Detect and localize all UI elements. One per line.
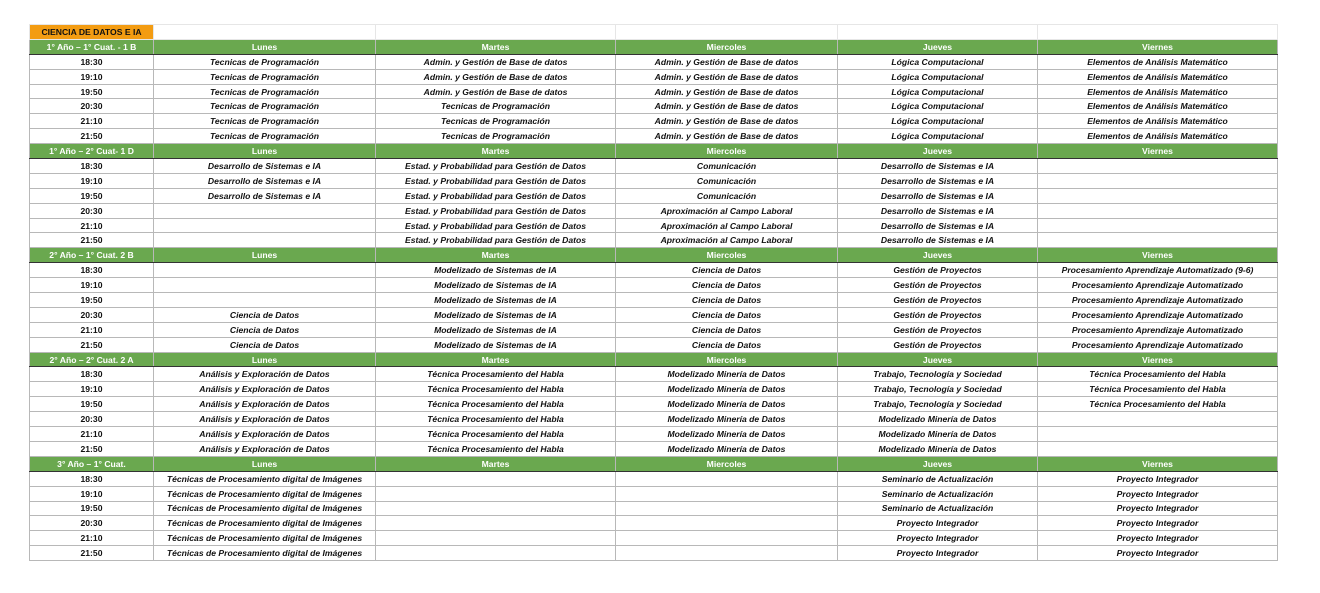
- class-cell: [376, 501, 616, 516]
- schedule-row: [30, 382, 1278, 397]
- section-header-row: [30, 456, 1278, 471]
- day-header: Lunes: [154, 352, 376, 367]
- day-header: Miercoles: [616, 352, 838, 367]
- sheet-title: CIENCIA DE DATOS E IA: [30, 25, 154, 40]
- time-cell: 21:10: [30, 322, 154, 337]
- section-label: 2° Año – 2° Cuat. 2 A: [30, 352, 154, 367]
- class-cell: Análisis y Exploración de Datos: [154, 441, 376, 456]
- time-cell: 20:30: [30, 203, 154, 218]
- class-cell: Tecnicas de Programación: [376, 99, 616, 114]
- class-cell: Desarrollo de Sistemas e IA: [838, 233, 1038, 248]
- class-cell: Técnica Procesamiento del Habla: [1038, 382, 1278, 397]
- section-label: 3° Año – 1° Cuat.: [30, 456, 154, 471]
- time-cell: 19:10: [30, 278, 154, 293]
- time-cell: 19:10: [30, 69, 154, 84]
- time-cell: 19:50: [30, 188, 154, 203]
- day-header: Viernes: [1038, 144, 1278, 159]
- schedule-row: [30, 293, 1278, 308]
- empty-cell: [376, 25, 616, 40]
- class-cell: Seminario de Actualización: [838, 471, 1038, 486]
- class-cell: [1038, 412, 1278, 427]
- time-cell: 21:50: [30, 233, 154, 248]
- time-cell: 21:10: [30, 114, 154, 129]
- class-cell: Desarrollo de Sistemas e IA: [838, 188, 1038, 203]
- class-cell: Seminario de Actualización: [838, 486, 1038, 501]
- time-cell: 18:30: [30, 471, 154, 486]
- class-cell: Técnicas de Procesamiento digital de Imágenes: [154, 546, 376, 561]
- schedule-row: [30, 159, 1278, 174]
- class-cell: [616, 486, 838, 501]
- class-cell: Modelizado Minería de Datos: [838, 412, 1038, 427]
- class-cell: [1038, 159, 1278, 174]
- class-cell: Elementos de Análisis Matemático: [1038, 84, 1278, 99]
- class-cell: Lógica Computacional: [838, 114, 1038, 129]
- schedule-row: [30, 471, 1278, 486]
- schedule-table: [29, 24, 1278, 561]
- empty-cell: [1038, 25, 1278, 40]
- schedule-row: [30, 84, 1278, 99]
- time-cell: 20:30: [30, 99, 154, 114]
- day-header: Martes: [376, 39, 616, 54]
- class-cell: Trabajo, Tecnología y Sociedad: [838, 367, 1038, 382]
- class-cell: [154, 233, 376, 248]
- schedule-row: [30, 441, 1278, 456]
- class-cell: Gestión de Proyectos: [838, 278, 1038, 293]
- day-header: Jueves: [838, 39, 1038, 54]
- class-cell: Tecnicas de Programación: [154, 129, 376, 144]
- class-cell: Ciencia de Datos: [154, 322, 376, 337]
- day-header: Viernes: [1038, 39, 1278, 54]
- class-cell: Modelizado Minería de Datos: [838, 441, 1038, 456]
- class-cell: Ciencia de Datos: [616, 307, 838, 322]
- class-cell: [616, 471, 838, 486]
- class-cell: [154, 263, 376, 278]
- day-header: Miercoles: [616, 144, 838, 159]
- time-cell: 19:50: [30, 293, 154, 308]
- class-cell: Admin. y Gestión de Base de datos: [376, 54, 616, 69]
- class-cell: Análisis y Exploración de Datos: [154, 427, 376, 442]
- class-cell: Modelizado Minería de Datos: [616, 412, 838, 427]
- section-header-row: [30, 352, 1278, 367]
- class-cell: [1038, 233, 1278, 248]
- section-header-row: [30, 39, 1278, 54]
- class-cell: Técnica Procesamiento del Habla: [1038, 397, 1278, 412]
- class-cell: Tecnicas de Programación: [154, 54, 376, 69]
- class-cell: Proyecto Integrador: [1038, 516, 1278, 531]
- class-cell: Análisis y Exploración de Datos: [154, 412, 376, 427]
- class-cell: [376, 471, 616, 486]
- class-cell: Técnica Procesamiento del Habla: [376, 382, 616, 397]
- class-cell: Modelizado Minería de Datos: [838, 427, 1038, 442]
- class-cell: Gestión de Proyectos: [838, 307, 1038, 322]
- class-cell: Admin. y Gestión de Base de datos: [616, 69, 838, 84]
- class-cell: Lógica Computacional: [838, 99, 1038, 114]
- day-header: Jueves: [838, 352, 1038, 367]
- schedule-row: [30, 278, 1278, 293]
- day-header: Lunes: [154, 144, 376, 159]
- class-cell: Ciencia de Datos: [616, 322, 838, 337]
- time-cell: 19:50: [30, 501, 154, 516]
- class-cell: Modelizado de Sistemas de IA: [376, 322, 616, 337]
- time-cell: 20:30: [30, 412, 154, 427]
- class-cell: [154, 278, 376, 293]
- class-cell: Modelizado Minería de Datos: [616, 427, 838, 442]
- class-cell: Seminario de Actualización: [838, 501, 1038, 516]
- class-cell: Técnica Procesamiento del Habla: [376, 367, 616, 382]
- class-cell: Modelizado Minería de Datos: [616, 441, 838, 456]
- schedule-row: [30, 337, 1278, 352]
- class-cell: Ciencia de Datos: [154, 307, 376, 322]
- class-cell: Elementos de Análisis Matemático: [1038, 54, 1278, 69]
- class-cell: Técnica Procesamiento del Habla: [376, 397, 616, 412]
- class-cell: [616, 531, 838, 546]
- class-cell: [1038, 427, 1278, 442]
- class-cell: Análisis y Exploración de Datos: [154, 367, 376, 382]
- schedule-row: [30, 322, 1278, 337]
- schedule-row: [30, 218, 1278, 233]
- day-header: Viernes: [1038, 456, 1278, 471]
- time-cell: 19:10: [30, 486, 154, 501]
- class-cell: Técnicas de Procesamiento digital de Imágenes: [154, 501, 376, 516]
- class-cell: Admin. y Gestión de Base de datos: [616, 84, 838, 99]
- class-cell: Comunicación: [616, 188, 838, 203]
- section-label: 1° Año – 2° Cuat- 1 D: [30, 144, 154, 159]
- class-cell: [376, 516, 616, 531]
- class-cell: Tecnicas de Programación: [154, 99, 376, 114]
- class-cell: Gestión de Proyectos: [838, 293, 1038, 308]
- class-cell: Tecnicas de Programación: [376, 114, 616, 129]
- schedule-row: [30, 99, 1278, 114]
- class-cell: [376, 486, 616, 501]
- class-cell: Lógica Computacional: [838, 129, 1038, 144]
- class-cell: Elementos de Análisis Matemático: [1038, 69, 1278, 84]
- class-cell: Procesamiento Aprendizaje Automatizado: [1038, 337, 1278, 352]
- schedule-row: [30, 412, 1278, 427]
- day-header: Martes: [376, 456, 616, 471]
- time-cell: 18:30: [30, 367, 154, 382]
- class-cell: Análisis y Exploración de Datos: [154, 397, 376, 412]
- day-header: Viernes: [1038, 248, 1278, 263]
- day-header: Martes: [376, 248, 616, 263]
- class-cell: Modelizado Minería de Datos: [616, 367, 838, 382]
- class-cell: Técnica Procesamiento del Habla: [376, 427, 616, 442]
- class-cell: Ciencia de Datos: [616, 293, 838, 308]
- class-cell: Ciencia de Datos: [616, 278, 838, 293]
- time-cell: 18:30: [30, 263, 154, 278]
- time-cell: 21:50: [30, 337, 154, 352]
- class-cell: Lógica Computacional: [838, 84, 1038, 99]
- class-cell: Estad. y Probabilidad para Gestión de Datos: [376, 173, 616, 188]
- schedule-row: [30, 397, 1278, 412]
- schedule-row: [30, 188, 1278, 203]
- class-cell: Ciencia de Datos: [154, 337, 376, 352]
- class-cell: [154, 218, 376, 233]
- class-cell: Elementos de Análisis Matemático: [1038, 129, 1278, 144]
- class-cell: Lógica Computacional: [838, 54, 1038, 69]
- day-header: Martes: [376, 352, 616, 367]
- time-cell: 21:10: [30, 531, 154, 546]
- class-cell: Trabajo, Tecnología y Sociedad: [838, 382, 1038, 397]
- empty-cell: [616, 25, 838, 40]
- class-cell: Modelizado de Sistemas de IA: [376, 278, 616, 293]
- class-cell: Modelizado Minería de Datos: [616, 397, 838, 412]
- time-cell: 19:50: [30, 397, 154, 412]
- class-cell: [616, 501, 838, 516]
- schedule-row: [30, 54, 1278, 69]
- class-cell: Proyecto Integrador: [838, 516, 1038, 531]
- class-cell: Modelizado de Sistemas de IA: [376, 337, 616, 352]
- class-cell: Ciencia de Datos: [616, 263, 838, 278]
- day-header: Jueves: [838, 456, 1038, 471]
- section-label: 1° Año – 1° Cuat. - 1 B: [30, 39, 154, 54]
- day-header: Jueves: [838, 248, 1038, 263]
- class-cell: Técnicas de Procesamiento digital de Imágenes: [154, 486, 376, 501]
- schedule-row: [30, 367, 1278, 382]
- class-cell: Tecnicas de Programación: [154, 114, 376, 129]
- class-cell: [154, 293, 376, 308]
- class-cell: Aproximación al Campo Laboral: [616, 218, 838, 233]
- time-cell: 21:50: [30, 441, 154, 456]
- time-cell: 19:10: [30, 382, 154, 397]
- empty-cell: [154, 25, 376, 40]
- class-cell: [154, 203, 376, 218]
- class-cell: Gestión de Proyectos: [838, 337, 1038, 352]
- class-cell: Aproximación al Campo Laboral: [616, 233, 838, 248]
- class-cell: Estad. y Probabilidad para Gestión de Datos: [376, 188, 616, 203]
- class-cell: Técnicas de Procesamiento digital de Imágenes: [154, 471, 376, 486]
- class-cell: Gestión de Proyectos: [838, 263, 1038, 278]
- class-cell: Elementos de Análisis Matemático: [1038, 114, 1278, 129]
- class-cell: Gestión de Proyectos: [838, 322, 1038, 337]
- time-cell: 18:30: [30, 159, 154, 174]
- class-cell: [1038, 218, 1278, 233]
- schedule-row: [30, 173, 1278, 188]
- class-cell: Modelizado de Sistemas de IA: [376, 307, 616, 322]
- schedule-row: [30, 69, 1278, 84]
- class-cell: Ciencia de Datos: [616, 337, 838, 352]
- class-cell: Técnica Procesamiento del Habla: [376, 412, 616, 427]
- class-cell: [616, 516, 838, 531]
- class-cell: Tecnicas de Programación: [376, 129, 616, 144]
- day-header: Viernes: [1038, 352, 1278, 367]
- time-cell: 19:10: [30, 173, 154, 188]
- class-cell: [1038, 188, 1278, 203]
- class-cell: Procesamiento Aprendizaje Automatizado: [1038, 293, 1278, 308]
- class-cell: Proyecto Integrador: [1038, 486, 1278, 501]
- class-cell: Técnicas de Procesamiento digital de Imágenes: [154, 516, 376, 531]
- class-cell: Procesamiento Aprendizaje Automatizado: [1038, 307, 1278, 322]
- time-cell: 19:50: [30, 84, 154, 99]
- class-cell: Admin. y Gestión de Base de datos: [376, 69, 616, 84]
- section-label: 2° Año – 1° Cuat. 2 B: [30, 248, 154, 263]
- class-cell: Admin. y Gestión de Base de datos: [616, 99, 838, 114]
- time-cell: 21:10: [30, 427, 154, 442]
- class-cell: Desarrollo de Sistemas e IA: [154, 173, 376, 188]
- class-cell: Técnica Procesamiento del Habla: [1038, 367, 1278, 382]
- class-cell: Lógica Computacional: [838, 69, 1038, 84]
- class-cell: Tecnicas de Programación: [154, 84, 376, 99]
- class-cell: Elementos de Análisis Matemático: [1038, 99, 1278, 114]
- class-cell: Tecnicas de Programación: [154, 69, 376, 84]
- class-cell: Estad. y Probabilidad para Gestión de Datos: [376, 218, 616, 233]
- class-cell: Admin. y Gestión de Base de datos: [376, 84, 616, 99]
- day-header: Lunes: [154, 39, 376, 54]
- class-cell: Proyecto Integrador: [838, 531, 1038, 546]
- class-cell: Desarrollo de Sistemas e IA: [154, 188, 376, 203]
- class-cell: Modelizado de Sistemas de IA: [376, 293, 616, 308]
- day-header: Miercoles: [616, 248, 838, 263]
- class-cell: Proyecto Integrador: [1038, 546, 1278, 561]
- title-row: [30, 25, 1278, 40]
- class-cell: Estad. y Probabilidad para Gestión de Datos: [376, 159, 616, 174]
- class-cell: [1038, 173, 1278, 188]
- day-header: Miercoles: [616, 39, 838, 54]
- schedule-row: [30, 233, 1278, 248]
- schedule-row: [30, 427, 1278, 442]
- time-cell: 20:30: [30, 307, 154, 322]
- section-header-row: [30, 144, 1278, 159]
- time-cell: 21:50: [30, 129, 154, 144]
- schedule-body: [30, 25, 1278, 561]
- class-cell: Proyecto Integrador: [838, 546, 1038, 561]
- class-cell: Procesamiento Aprendizaje Automatizado: [1038, 322, 1278, 337]
- schedule-row: [30, 129, 1278, 144]
- schedule-row: [30, 307, 1278, 322]
- class-cell: Proyecto Integrador: [1038, 501, 1278, 516]
- class-cell: Procesamiento Aprendizaje Automatizado: [1038, 278, 1278, 293]
- section-header-row: [30, 248, 1278, 263]
- time-cell: 20:30: [30, 516, 154, 531]
- schedule-row: [30, 114, 1278, 129]
- class-cell: Comunicación: [616, 159, 838, 174]
- schedule-row: [30, 263, 1278, 278]
- class-cell: Proyecto Integrador: [1038, 471, 1278, 486]
- class-cell: Desarrollo de Sistemas e IA: [838, 173, 1038, 188]
- schedule-row: [30, 546, 1278, 561]
- class-cell: Desarrollo de Sistemas e IA: [838, 203, 1038, 218]
- class-cell: Técnicas de Procesamiento digital de Imágenes: [154, 531, 376, 546]
- class-cell: Desarrollo de Sistemas e IA: [154, 159, 376, 174]
- schedule-row: [30, 501, 1278, 516]
- class-cell: Trabajo, Tecnología y Sociedad: [838, 397, 1038, 412]
- class-cell: Admin. y Gestión de Base de datos: [616, 114, 838, 129]
- schedule-row: [30, 486, 1278, 501]
- day-header: Miercoles: [616, 456, 838, 471]
- time-cell: 21:50: [30, 546, 154, 561]
- class-cell: Admin. y Gestión de Base de datos: [616, 129, 838, 144]
- day-header: Jueves: [838, 144, 1038, 159]
- class-cell: Modelizado de Sistemas de IA: [376, 263, 616, 278]
- class-cell: Modelizado Minería de Datos: [616, 382, 838, 397]
- class-cell: [616, 546, 838, 561]
- class-cell: Admin. y Gestión de Base de datos: [616, 54, 838, 69]
- class-cell: Desarrollo de Sistemas e IA: [838, 218, 1038, 233]
- class-cell: [1038, 441, 1278, 456]
- schedule-row: [30, 516, 1278, 531]
- class-cell: Aproximación al Campo Laboral: [616, 203, 838, 218]
- class-cell: Análisis y Exploración de Datos: [154, 382, 376, 397]
- class-cell: Estad. y Probabilidad para Gestión de Datos: [376, 203, 616, 218]
- class-cell: Estad. y Probabilidad para Gestión de Datos: [376, 233, 616, 248]
- class-cell: [376, 531, 616, 546]
- class-cell: Procesamiento Aprendizaje Automatizado (9-6): [1038, 263, 1278, 278]
- day-header: Lunes: [154, 248, 376, 263]
- day-header: Martes: [376, 144, 616, 159]
- class-cell: Técnica Procesamiento del Habla: [376, 441, 616, 456]
- time-cell: 21:10: [30, 218, 154, 233]
- schedule-row: [30, 203, 1278, 218]
- class-cell: Proyecto Integrador: [1038, 531, 1278, 546]
- class-cell: [1038, 203, 1278, 218]
- empty-cell: [838, 25, 1038, 40]
- class-cell: Desarrollo de Sistemas e IA: [838, 159, 1038, 174]
- class-cell: [376, 546, 616, 561]
- schedule-row: [30, 531, 1278, 546]
- time-cell: 18:30: [30, 54, 154, 69]
- class-cell: Comunicación: [616, 173, 838, 188]
- day-header: Lunes: [154, 456, 376, 471]
